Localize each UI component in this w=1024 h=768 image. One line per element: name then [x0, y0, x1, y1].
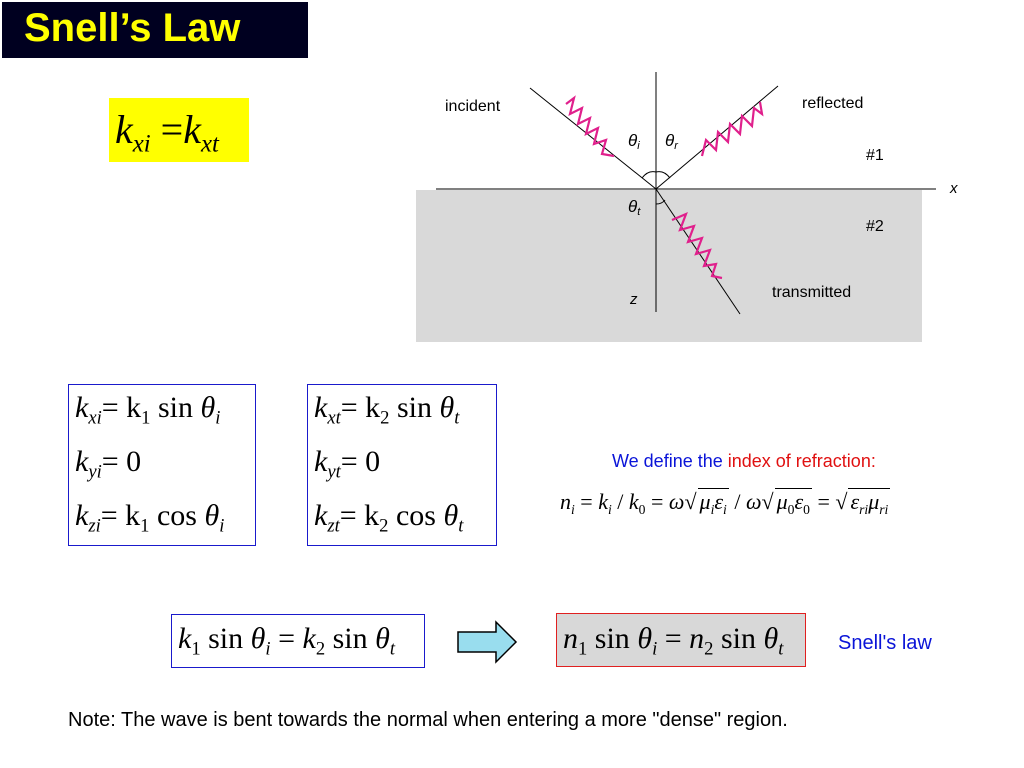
theta-r-label: θr [665, 131, 678, 152]
eq-k-left: k [115, 107, 133, 152]
theta-t-label: θt [628, 197, 641, 218]
label-transmitted: transmitted [772, 284, 852, 301]
definition-term: index of refraction: [727, 451, 876, 471]
index-definition-text [612, 451, 876, 472]
incident-components-box [68, 384, 256, 546]
label-medium-1: #1 [866, 147, 884, 164]
label-incident: incident [445, 98, 501, 115]
eq-k-sine-row: $k_1$ $\sin \theta_i = k_2$ $\sin \theta_t$ [178, 622, 396, 660]
eq-sub-right: xt [201, 130, 219, 158]
incident-wave-icon [566, 98, 614, 156]
refractive-index-formula: $n_i = k_i / k_0 = \omega√$ $\mu_i\varepsilon_i / \omega√$ $\mu_0\varepsilon_0$ = √ $\varepsilon_{ri}\mu_{ri}$ [560, 489, 889, 517]
reflected-wave-icon [702, 102, 762, 156]
eq-k-right: k [183, 107, 201, 152]
label-reflected: reflected [802, 95, 864, 112]
label-medium-2: #2 [866, 218, 884, 235]
right-arrow-icon [458, 622, 516, 662]
theta-i-label: θi [628, 131, 640, 152]
page-title: Snell’s Law [24, 6, 241, 50]
footnote: Note: The wave is bent towards the normal when entering a more "dense" region. [68, 709, 788, 731]
label-axis-z: z [630, 291, 638, 308]
definition-intro: We define the [612, 451, 728, 471]
wavevector-sine-equation [171, 614, 425, 668]
eq-row-kxt: $k_{xt}= k_2$ $\sin \theta_t$ [314, 391, 460, 429]
label-axis-x: x [950, 180, 958, 197]
region-2-shading [416, 190, 922, 342]
eq-row-kzt: $k_{zt}= k_2$ $\cos \theta_t$ [314, 499, 464, 537]
eq-sub-left: xi [132, 130, 151, 158]
transmitted-components-box [307, 384, 497, 546]
angle-arc-reflected [656, 172, 670, 178]
eq-equals: = [160, 107, 184, 152]
snells-law-label: Snell's law [838, 632, 932, 654]
eq-row-kyi: $k_{yi}= 0$ [75, 445, 142, 483]
eq-row-kxi: $k_{xi}= k_1$ $\sin \theta_i$ [75, 391, 221, 429]
angle-arc-incident [642, 172, 656, 178]
snells-law-equation: $n_1$ $\sin \theta_i = n_2$ $\sin \theta_t$ [556, 613, 806, 667]
eq-row-kyt: $k_{yt}= 0$ [314, 445, 381, 483]
eq-row-kzi: $k_{zi}= k_1$ $\cos \theta_i$ [75, 499, 225, 537]
